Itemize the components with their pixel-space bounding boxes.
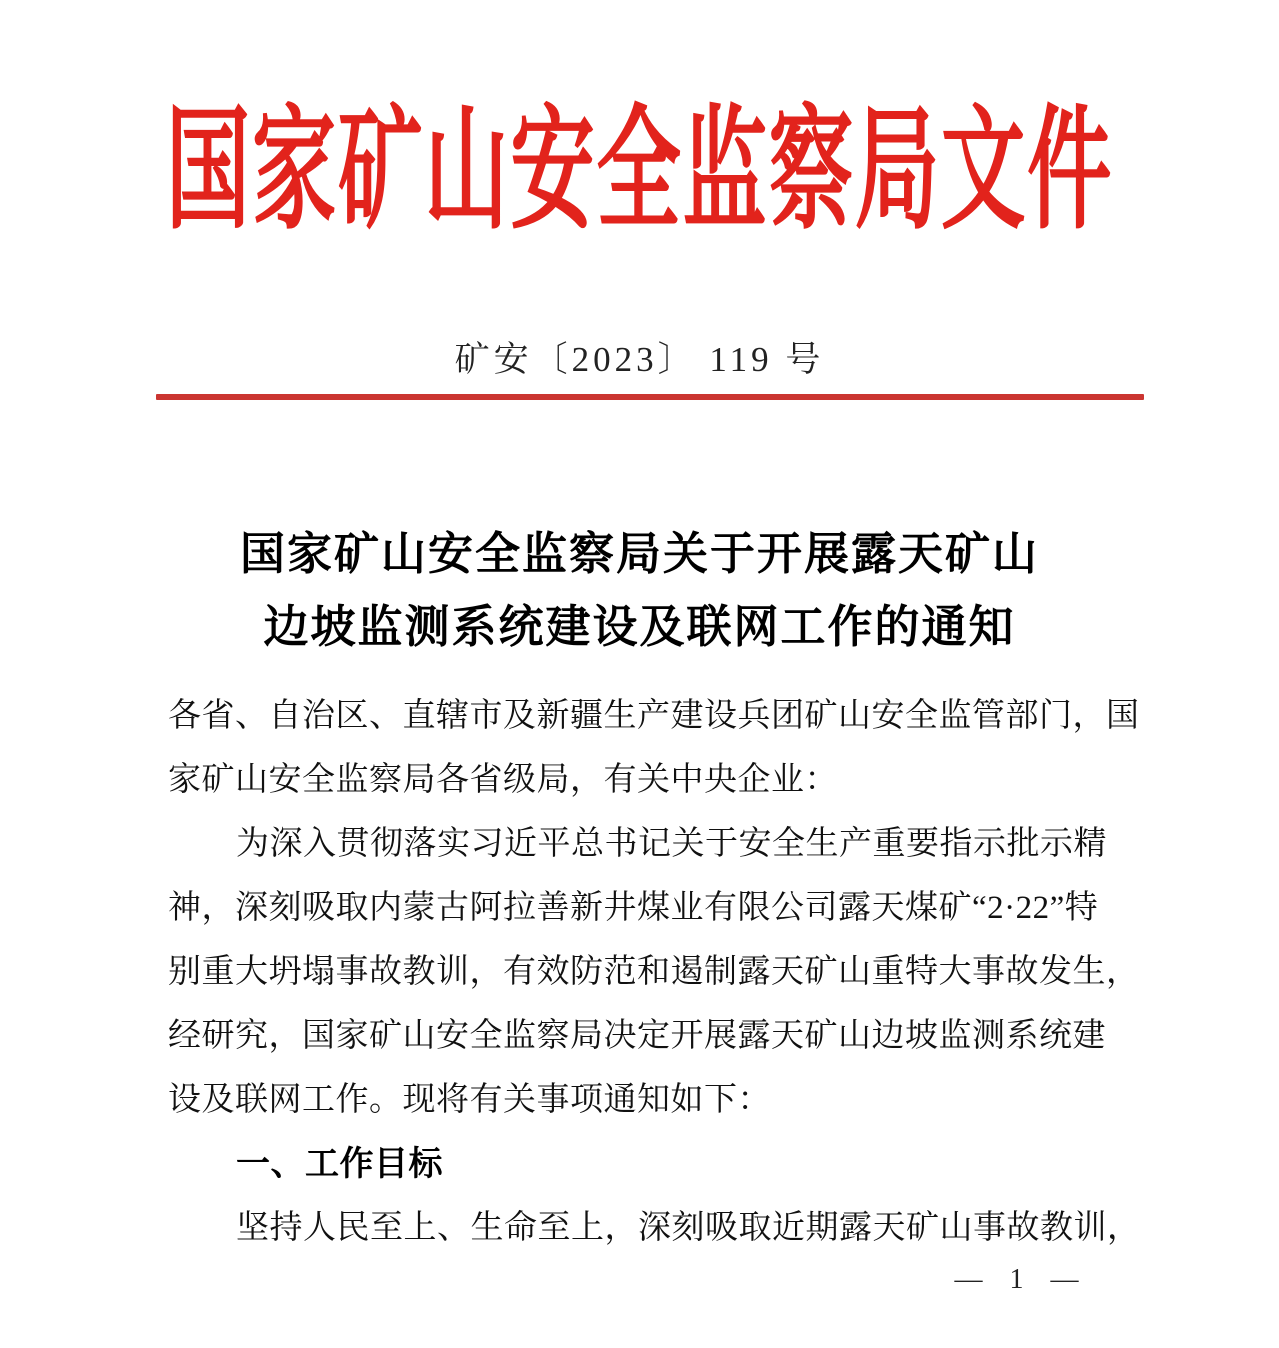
body-text [168,684,1141,1260]
page-number [0,1264,1279,1296]
document-title [0,518,1279,664]
body-paragraph-line: 设及联网工作。现将有关事项通知如下： [168,1082,771,1118]
body-paragraph-line: 家矿山安全监察局各省级局，有关中央企业： [168,762,838,798]
body-paragraph-line: 各省、自治区、直辖市及新疆生产建设兵团矿山安全监管部门，国 [168,698,1140,734]
red-separator-line [156,394,1144,400]
body-paragraph-line: 经研究，国家矿山安全监察局决定开展露天矿山边坡监测系统建 [168,1018,1106,1054]
body-paragraph-line: 坚持人民至上、生命至上，深刻吸取近期露天矿山事故教训， [236,1210,1141,1246]
section-heading: 一、工作目标 [236,1145,443,1183]
body-paragraph-line: 别重大坍塌事故教训，有效防范和遏制露天矿山重特大事故发生， [168,954,1140,990]
letterhead-title [0,78,1279,245]
body-paragraph-line: 神，深刻吸取内蒙古阿拉善新井煤业有限公司露天煤矿“2·22”特 [168,890,1099,926]
doc-number: 矿安〔2023〕 119 号 [454,340,825,379]
document-title-line-1: 国家矿山安全监察局关于开展露天矿山 [239,529,1039,579]
body-paragraph-line: 为深入贯彻落实习近平总书记关于安全生产重要指示批示精 [236,826,1107,862]
document-title-line-2: 边坡监测系统建设及联网工作的通知 [263,602,1016,652]
letterhead-title-text: 国家矿山安全监察局文件 [165,97,1114,245]
page-number-text: — 1 — [954,1264,1089,1295]
